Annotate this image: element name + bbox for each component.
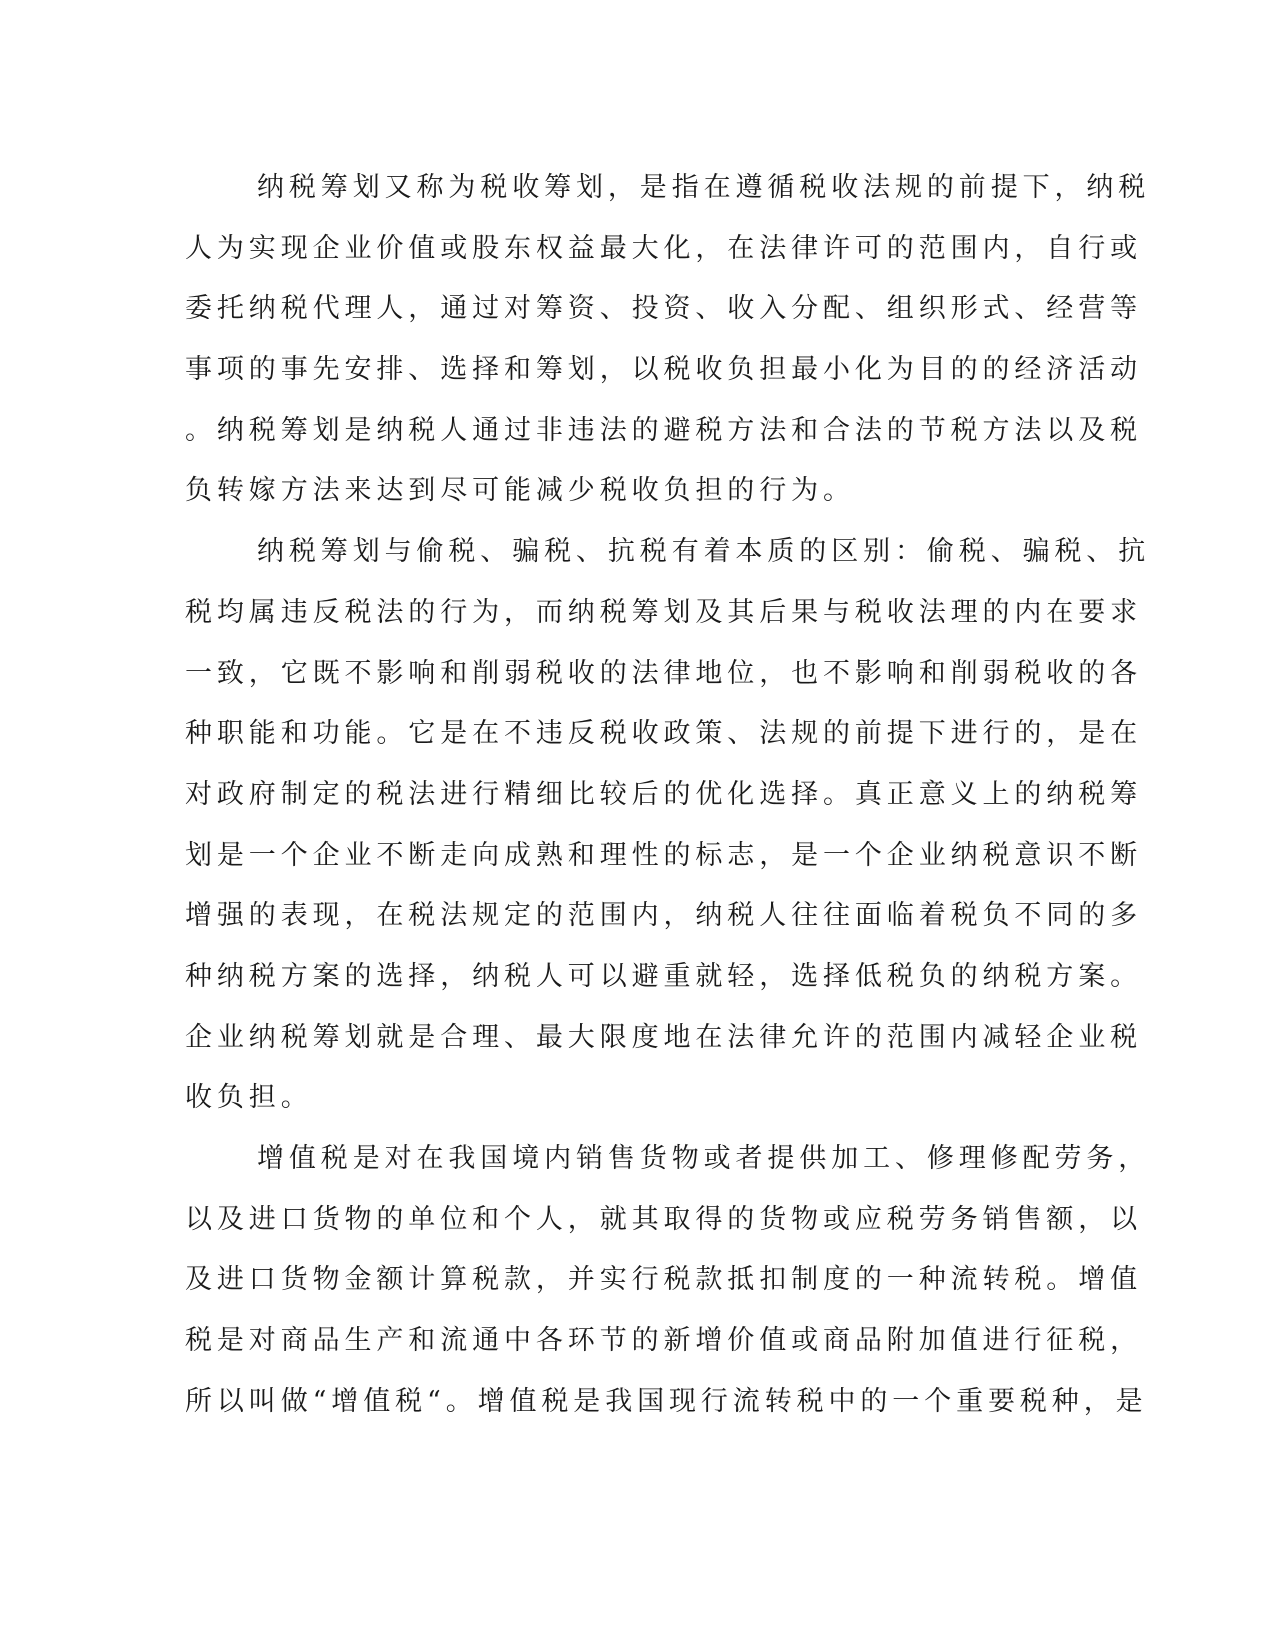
text-line: 委托纳税代理人，通过对筹资、投资、收入分配、组织形式、经营等	[185, 293, 1142, 325]
text-line: 人为实现企业价值或股东权益最大化，在法律许可的范围内，自行或	[185, 232, 1142, 264]
text-line: 负转嫁方法来达到尽可能减少税收负担的行为。	[185, 475, 855, 507]
text-line: 及进口货物金额计算税款，并实行税款抵扣制度的一种流转税。增值	[185, 1264, 1142, 1296]
text-line: 种职能和功能。它是在不违反税收政策、法规的前提下进行的，是在	[185, 718, 1142, 750]
document-body	[185, 158, 1151, 1432]
paragraph-1	[185, 158, 1151, 522]
paragraph-2	[185, 522, 1151, 1129]
text-line: 所以叫做“增值税“。增值税是我国现行流转税中的一个重要税种，是	[185, 1385, 1148, 1417]
text-line: 对政府制定的税法进行精细比较后的优化选择。真正意义上的纳税筹	[185, 778, 1142, 810]
text-line: 划是一个企业不断走向成熟和理性的标志，是一个企业纳税意识不断	[185, 839, 1142, 871]
text-line: 种纳税方案的选择，纳税人可以避重就轻，选择低税负的纳税方案。	[185, 960, 1142, 992]
text-line: 纳税筹划又称为税收筹划，是指在遵循税收法规的前提下，纳税	[257, 172, 1151, 203]
text-line: 纳税筹划与偷税、骗税、抗税有着本质的区别：偷税、骗税、抗	[257, 536, 1151, 568]
text-line: 增强的表现，在税法规定的范围内，纳税人往往面临着税负不同的多	[185, 900, 1142, 932]
text-line: 税均属违反税法的行为，而纳税筹划及其后果与税收法理的内在要求	[185, 596, 1142, 628]
text-line: 收负担。	[185, 1082, 313, 1114]
text-line: 。纳税筹划是纳税人通过非违法的避税方法和合法的节税方法以及税	[185, 414, 1142, 446]
paragraph-3	[185, 1129, 1151, 1432]
text-line: 以及进口货物的单位和个人，就其取得的货物或应税劳务销售额，以	[185, 1203, 1142, 1235]
text-line: 企业纳税筹划就是合理、最大限度地在法律允许的范围内减轻企业税	[185, 1021, 1142, 1053]
text-line: 增值税是对在我国境内销售货物或者提供加工、修理修配劳务，	[257, 1143, 1151, 1174]
text-line: 事项的事先安排、选择和筹划，以税收负担最小化为目的的经济活动	[185, 354, 1142, 386]
text-line: 税是对商品生产和流通中各环节的新增价值或商品附加值进行征税，	[185, 1325, 1142, 1357]
text-line: 一致，它既不影响和削弱税收的法律地位，也不影响和削弱税收的各	[185, 657, 1142, 689]
